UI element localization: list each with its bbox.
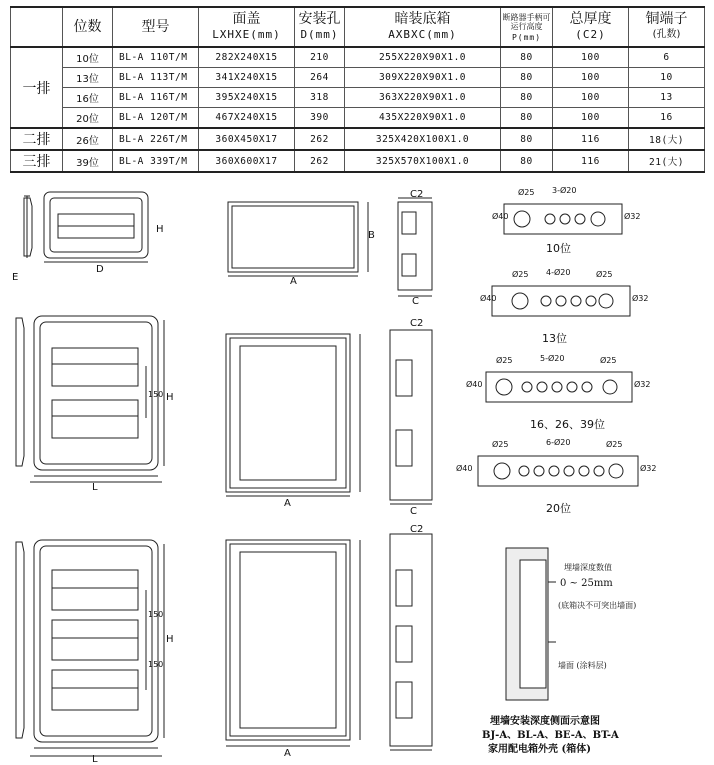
cell-breaker: 80 <box>501 150 553 172</box>
box-1-row <box>228 202 368 276</box>
cell-thickness: 100 <box>553 88 629 108</box>
cell-breaker: 80 <box>501 108 553 129</box>
cell-model: BL-A 120T/M <box>113 108 199 129</box>
hole-d32: Ø32 <box>634 380 651 389</box>
cell-box: 309X220X90X1.0 <box>345 68 501 88</box>
cell-breaker: 80 <box>501 128 553 150</box>
cell-model: BL-A 226T/M <box>113 128 199 150</box>
install-series: BJ-A、BL-A、BE-A、BT-A <box>482 730 619 741</box>
cell-copper: 18(大) <box>629 128 705 150</box>
hole-caption: 20位 <box>546 502 571 515</box>
cell-model: BL-A 113T/M <box>113 68 199 88</box>
dim-label-h: H <box>156 224 164 235</box>
dim-label-c2: C2 <box>410 318 424 329</box>
hole-strip-16-26-39 <box>486 372 632 402</box>
dim-label-h: H <box>166 634 174 645</box>
hole-d40: Ø40 <box>456 464 473 473</box>
header-panel: 面盖 LXHXE(mm) <box>199 7 295 47</box>
cell-mount: 264 <box>295 68 345 88</box>
hole-d25: Ø25 <box>518 188 535 197</box>
hole-caption: 16、26、39位 <box>530 418 605 431</box>
wall-label: 墙面 (涂料层) <box>558 661 607 670</box>
cell-thickness: 116 <box>553 128 629 150</box>
cell-thickness: 116 <box>553 150 629 172</box>
cell-box: 325X420X100X1.0 <box>345 128 501 150</box>
hole-mid: 4-Ø20 <box>546 268 571 277</box>
cell-copper: 13 <box>629 88 705 108</box>
header-copper: 铜端子 (孔数) <box>629 7 705 47</box>
hole-caption: 10位 <box>546 242 571 255</box>
hole-d32: Ø32 <box>632 294 649 303</box>
hole-strip-10 <box>504 204 622 234</box>
depth-note: (底箱决不可突出墙面) <box>558 601 637 610</box>
dim-label-b: B <box>368 230 375 241</box>
side-profile-1-row <box>24 198 32 256</box>
hole-strip-20 <box>478 456 638 486</box>
header-breaker: 断路器手柄可运行高度 P(mm) <box>501 7 553 47</box>
cell-box: 325X570X100X1.0 <box>345 150 501 172</box>
cell-thickness: 100 <box>553 47 629 68</box>
cell-position: 16位 <box>63 88 113 108</box>
cell-model: BL-A 110T/M <box>113 47 199 68</box>
cell-copper: 16 <box>629 108 705 129</box>
cell-mount: 390 <box>295 108 345 129</box>
dim-label-e: E <box>12 272 19 283</box>
front-panel-1-row <box>24 192 148 262</box>
hole-d25a: Ø25 <box>512 270 529 279</box>
side-profile-2-row <box>16 318 24 466</box>
depth-value: 0 ~ 25mm <box>560 578 613 589</box>
dim-label-h: H <box>166 392 174 403</box>
hole-d25b: Ø25 <box>596 270 613 279</box>
hole-d25a: Ø25 <box>496 356 513 365</box>
cell-model: BL-A 339T/M <box>113 150 199 172</box>
dim-label-c2: C2 <box>410 189 424 200</box>
dim-label-l: L <box>92 482 98 493</box>
hole-strip-13 <box>492 286 630 316</box>
cell-position: 39位 <box>63 150 113 172</box>
hole-d25a: Ø25 <box>492 440 509 449</box>
cell-mount: 210 <box>295 47 345 68</box>
cell-copper: 6 <box>629 47 705 68</box>
cell-mount: 318 <box>295 88 345 108</box>
hole-d32: Ø32 <box>624 212 641 221</box>
cell-panel: 341X240X15 <box>199 68 295 88</box>
group-label: 二排 <box>11 128 63 150</box>
dim-label-c2: C2 <box>410 524 424 535</box>
header-box: 暗装底箱 AXBXC(mm) <box>345 7 501 47</box>
box-side-2-row <box>390 330 432 504</box>
cell-panel: 282X240X15 <box>199 47 295 68</box>
cell-model: BL-A 116T/M <box>113 88 199 108</box>
dim-label-150: 150 <box>148 660 164 669</box>
dim-label-l: L <box>92 754 98 765</box>
cell-panel: 467X240X15 <box>199 108 295 129</box>
box-2-row <box>226 334 360 496</box>
hole-caption: 13位 <box>542 332 567 345</box>
front-panel-3-row <box>30 540 164 756</box>
cell-position: 13位 <box>63 68 113 88</box>
cell-breaker: 80 <box>501 68 553 88</box>
box-3-row <box>226 540 360 746</box>
cell-box: 255X220X90X1.0 <box>345 47 501 68</box>
wall-install-diagram <box>506 548 556 700</box>
front-panel-2-row <box>30 316 164 482</box>
group-label: 一排 <box>11 47 63 128</box>
hole-mid: 5-Ø20 <box>540 354 565 363</box>
cell-box: 435X220X90X1.0 <box>345 108 501 129</box>
group-label: 三排 <box>11 150 63 172</box>
hole-d25b: Ø25 <box>606 440 623 449</box>
cell-panel: 360X450X17 <box>199 128 295 150</box>
hole-d32: Ø32 <box>640 464 657 473</box>
cell-thickness: 100 <box>553 68 629 88</box>
hole-d25b: Ø25 <box>600 356 617 365</box>
cell-panel: 360X600X17 <box>199 150 295 172</box>
hole-d40: Ø40 <box>492 212 509 221</box>
side-profile-3-row <box>16 542 24 738</box>
dim-label-c: C <box>410 506 417 517</box>
header-thickness: 总厚度 (C2) <box>553 7 629 47</box>
header-model: 型号 <box>113 7 199 47</box>
hole-d40: Ø40 <box>466 380 483 389</box>
box-side-1-row <box>398 198 432 296</box>
header-position: 位数 <box>63 7 113 47</box>
dim-label-a: A <box>284 748 291 759</box>
install-title: 埋墙安装深度侧面示意图 <box>490 716 600 727</box>
cell-thickness: 100 <box>553 108 629 129</box>
dim-label-a: A <box>290 276 297 287</box>
dim-label-d: D <box>96 264 104 275</box>
cell-mount: 262 <box>295 128 345 150</box>
cell-panel: 395X240X15 <box>199 88 295 108</box>
cell-mount: 262 <box>295 150 345 172</box>
cell-position: 26位 <box>63 128 113 150</box>
cell-copper: 10 <box>629 68 705 88</box>
header-mount: 安装孔 D(mm) <box>295 7 345 47</box>
dim-label-a: A <box>284 498 291 509</box>
dim-label-c: C <box>412 296 419 307</box>
cell-box: 363X220X90X1.0 <box>345 88 501 108</box>
box-side-3-row <box>390 534 432 750</box>
cell-breaker: 80 <box>501 47 553 68</box>
hole-d40: Ø40 <box>480 294 497 303</box>
hole-mid: 3-Ø20 <box>552 186 577 195</box>
cell-position: 20位 <box>63 108 113 129</box>
depth-label: 埋墙深度数值 <box>564 563 612 572</box>
cell-copper: 21(大) <box>629 150 705 172</box>
dim-label-150: 150 <box>148 390 164 399</box>
cell-position: 10位 <box>63 47 113 68</box>
install-subtitle: 家用配电箱外壳 (箱体) <box>488 744 591 755</box>
dim-label-150: 150 <box>148 610 164 619</box>
cell-breaker: 80 <box>501 88 553 108</box>
hole-mid: 6-Ø20 <box>546 438 571 447</box>
